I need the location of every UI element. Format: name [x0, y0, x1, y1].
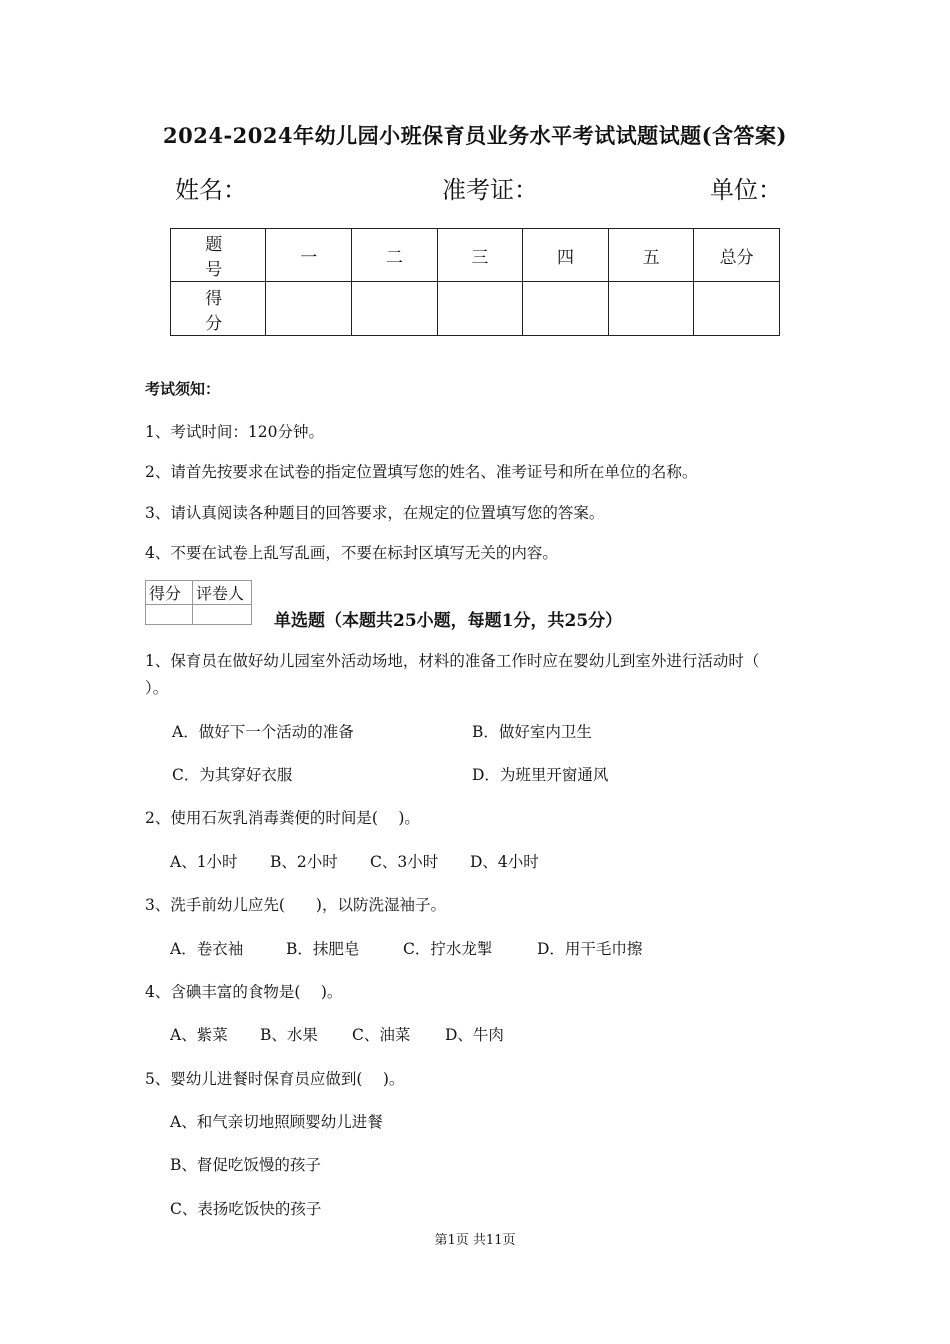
- score-header-5: 五: [608, 229, 694, 282]
- score-table-score-row: [171, 282, 780, 336]
- score-header-3: 三: [437, 229, 523, 282]
- score-header-2: 二: [352, 229, 438, 282]
- question-stem: 2、使用石灰乳消毒粪便的时间是( )。: [145, 809, 420, 827]
- grader-box: [145, 580, 252, 625]
- question-option: D、4小时: [470, 853, 539, 871]
- question-option: A、和气亲切地照顾婴幼儿进餐: [170, 1113, 383, 1131]
- question-stem: 4、含碘丰富的食物是( )。: [145, 983, 343, 1001]
- score-row-label: 得 分: [171, 282, 266, 336]
- score-header-total: 总分: [694, 229, 780, 282]
- score-cell-2: [352, 282, 438, 336]
- question-option: D．用干毛巾擦: [537, 940, 643, 958]
- question-option: D、牛肉: [445, 1026, 504, 1044]
- question-option: D．为班里开窗通风: [472, 766, 609, 784]
- page-title: 2024-2024年幼儿园小班保育员业务水平考试试题试题(含答案): [163, 123, 787, 148]
- grader-name-cell: [193, 605, 252, 625]
- question-option: C、表扬吃饭快的孩子: [170, 1200, 322, 1218]
- score-cell-3: [437, 282, 523, 336]
- question-option: C．为其穿好衣服: [172, 766, 293, 784]
- grader-score-label: 得分: [146, 581, 193, 605]
- grader-score-cell: [146, 605, 193, 625]
- question-option: B、2小时: [270, 853, 338, 871]
- question-option: C、3小时: [370, 853, 439, 871]
- score-table: [170, 228, 780, 336]
- question-option: B、水果: [260, 1026, 318, 1044]
- question-stem: 1、保育员在做好幼儿园室外活动场地，材料的准备工作时应在婴幼儿到室外进行活动时（: [145, 652, 760, 670]
- page-footer: 第1页 共11页: [434, 1233, 516, 1248]
- question-option: A、紫菜: [170, 1026, 228, 1044]
- question-option: B．抹肥皂: [286, 940, 360, 958]
- notice-title: 考试须知：: [145, 380, 221, 398]
- name-label: 姓名：: [175, 176, 247, 204]
- exam-id-label: 准考证：: [442, 176, 538, 204]
- question-option: A．卷衣袖: [170, 940, 244, 958]
- score-cell-1: [266, 282, 352, 336]
- score-cell-5: [608, 282, 694, 336]
- grader-name-label: 评卷人: [193, 581, 252, 605]
- question-stem: 3、洗手前幼儿应先( )，以防洗湿袖子。: [145, 896, 446, 914]
- section-title: 单选题（本题共25小题，每题1分，共25分）: [274, 611, 623, 631]
- unit-label: 单位：: [710, 176, 782, 204]
- question-option: C、油菜: [352, 1026, 411, 1044]
- notice-item: 2、请首先按要求在试卷的指定位置填写您的姓名、准考证号和所在单位的名称。: [145, 463, 698, 481]
- score-cell-4: [523, 282, 609, 336]
- question-option: A．做好下一个活动的准备: [172, 723, 354, 741]
- notice-item: 4、不要在试卷上乱写乱画，不要在标封区填写无关的内容。: [145, 544, 558, 562]
- notice-item: 1、考试时间：120分钟。: [145, 423, 324, 441]
- question-stem-continued: ）。: [145, 679, 169, 697]
- question-option: B．做好室内卫生: [472, 723, 592, 741]
- score-cell-total: [694, 282, 780, 336]
- question-option: C．拧水龙掣: [403, 940, 493, 958]
- question-stem: 5、婴幼儿进餐时保育员应做到( )。: [145, 1070, 405, 1088]
- score-header-4: 四: [523, 229, 609, 282]
- question-option: A、1小时: [170, 853, 238, 871]
- score-header-1: 一: [266, 229, 352, 282]
- notice-item: 3、请认真阅读各种题目的回答要求，在规定的位置填写您的答案。: [145, 504, 605, 522]
- score-table-header-row: [171, 229, 780, 282]
- score-header-label: 题 号: [171, 229, 266, 282]
- question-option: B、督促吃饭慢的孩子: [170, 1156, 321, 1174]
